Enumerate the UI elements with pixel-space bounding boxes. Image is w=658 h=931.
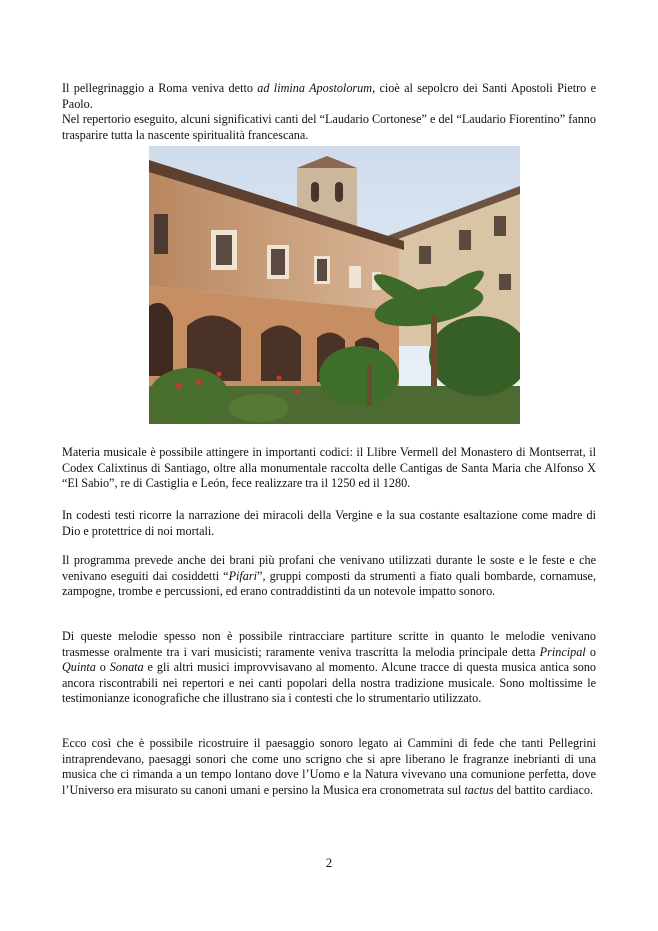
text-run: Di queste melodie spesso non è possibile rintracciare partiture scritte in quanto le melodie venivano trasmesse oralmente tra i vari musicisti; raramente veniva trascritta la melodia principale detta [62, 629, 596, 659]
text-run: , cioè al sepolcro dei Santi Apostoli Pietro e Paolo. [62, 81, 597, 111]
paragraph-pifari [62, 553, 596, 600]
text-run: Il programma prevede anche dei brani più profani che venivano utilizzati durante le soste e le feste e che venivano eseguiti dai cosiddetti “ [62, 553, 596, 583]
paragraph-pilgrimage [62, 81, 596, 143]
italic-run: Quinta [62, 660, 96, 675]
text-run: o [95, 660, 110, 675]
text-run: Il pellegrinaggio a Roma veniva detto [62, 81, 258, 95]
text-run: Nel repertorio eseguito, alcuni significativi canti del “Laudario Cortonese” e del “Laudario Fiorentino” fanno trasparire tutta la nascente spiritualità francescana. [62, 112, 596, 142]
italic-run: ad limina Apostolorum [257, 81, 373, 95]
italic-run: tactus [464, 782, 494, 797]
paragraph-melodies [62, 629, 596, 707]
text-run: Ecco così che è possibile ricostruire il paesaggio sonoro legato ai Cammini di fede che tanti Pellegrini intraprendevano, paesaggi sonori che come uno scrigno che si apre liberano le fragranze inebrianti di una musica che ci rimanda a un tempo lontano dove l’Uomo e la Natura vivevano una comunione perfetta, dove l’Universo era misurato su canoni umani e persino la Musica era cronometrata sul [62, 736, 596, 797]
paragraph-musical-sources: Materia musicale è possibile attingere in importanti codici: il Llibre Vermell del Monastero di Montserrat, il Codex Calixtinus di Santiago, oltre alla monumentale raccolta delle Cantigas de Santa Maria che Alfonso X “El Sabio”, re di Castiglia e León, fece realizzare tra il 1250 ed il 1280. [62, 445, 596, 491]
page-number: 2 [325, 856, 333, 870]
text-run: del battito cardiaco. [493, 782, 594, 797]
text-run: ”, gruppi composti da strumenti a fiato quali bombarde, cornamuse, zampogne, trombe e percussioni, ed erano contraddistinti da un notevole impatto sonoro. [62, 568, 596, 599]
italic-run: Principal [539, 644, 586, 659]
cloister-photo [149, 146, 520, 424]
italic-run: Sonata [109, 660, 144, 675]
cloister-illustration [149, 146, 520, 424]
paragraph-soundscape [62, 736, 596, 798]
italic-run: Pifari [228, 568, 258, 583]
paragraph-miracles: In codesti testi ricorre la narrazione dei miracoli della Vergine e la sua costante esaltazione come madre di Dio e protettrice di noi mortali. [62, 508, 596, 538]
text-run: e gli altri musici improvvisavano al momento. Alcune tracce di questa musica antica sono ancora riscontrabili nei repertori e nei canti popolari della nostra tradizione musicale. Sono moltissime le testimonianze iconografiche che illustrano sia i contesti che lo strumentario utilizzato. [62, 660, 597, 706]
text-run: o [585, 644, 597, 659]
